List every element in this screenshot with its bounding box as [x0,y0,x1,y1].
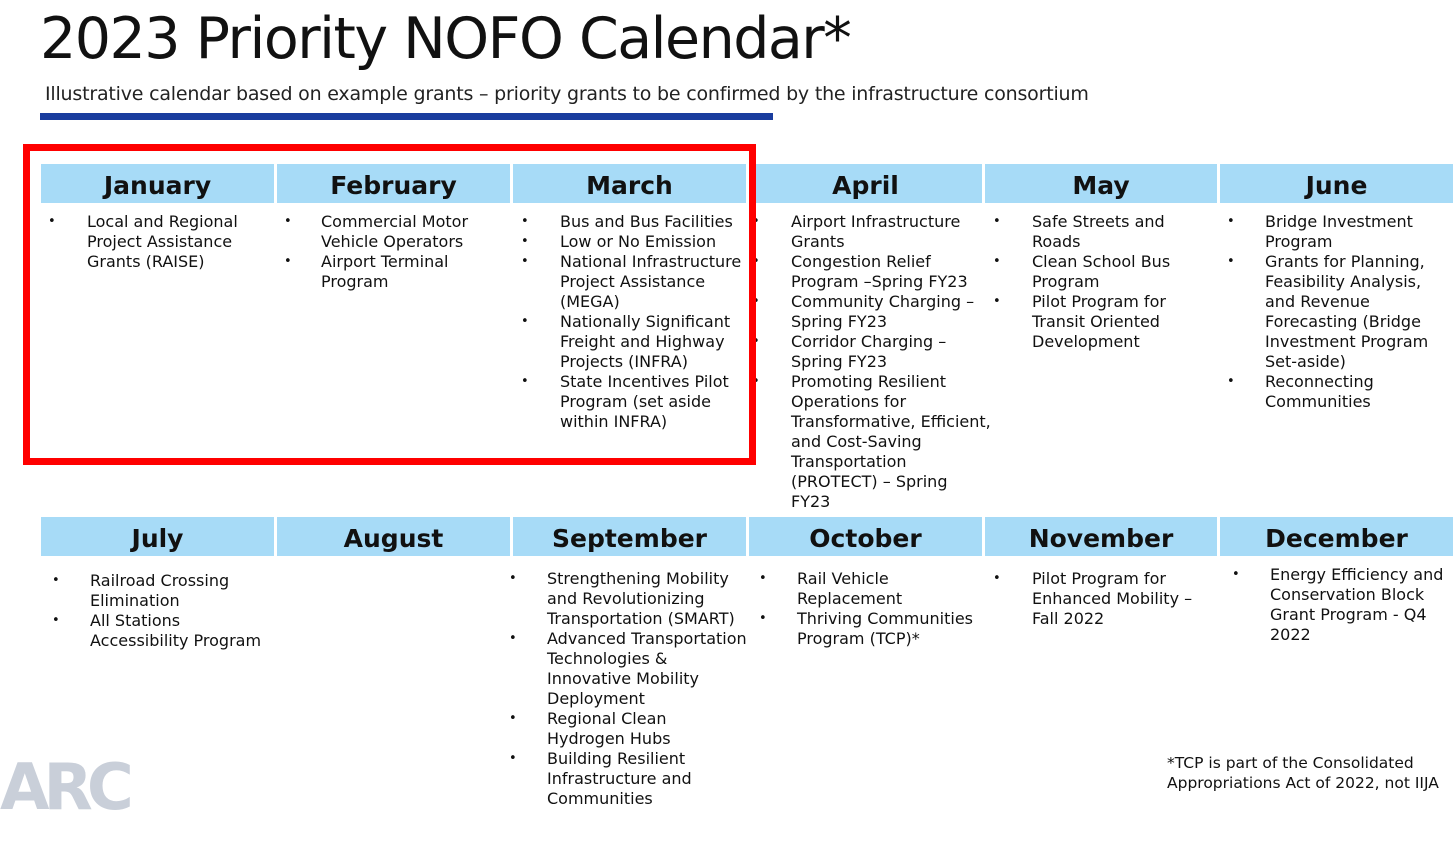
grant-item: • Nationally Significant Freight and Highway Projects (INFRA) [560,312,745,372]
grant-item: • Railroad Crossing Elimination [90,571,276,611]
grant-item: • Congestion Relief Program –Spring FY23 [791,252,991,292]
grant-item: • Grants for Planning, Feasibility Analysis, and Revenue Forecasting (Bridge Investment Program Set-aside) [1265,252,1453,372]
month-header-july: July [41,517,274,556]
month-header-january: January [41,164,274,203]
grant-item: • All Stations Accessibility Program [90,611,276,651]
highlight-box [23,144,756,465]
month-header-october: October [749,517,982,556]
month-header-february: February [277,164,510,203]
page-title: 2023 Priority NOFO Calendar* [40,6,851,72]
grant-item: • Local and Regional Project Assistance Grants (RAISE) [87,212,272,272]
grant-item: • Building Resilient Infrastructure and Communities [547,749,747,809]
grant-item: • Community Charging – Spring FY23 [791,292,991,332]
grant-item: • State Incentives Pilot Program (set aside within INFRA) [560,372,745,432]
grant-item: • Pilot Program for Transit Oriented Development [1032,292,1216,352]
month-header-august: August [277,517,510,556]
footnote: *TCP is part of the Consolidated Appropriations Act of 2022, not IIJA [1167,754,1439,792]
grant-item: • National Infrastructure Project Assistance (MEGA) [560,252,745,312]
grant-item: • Pilot Program for Enhanced Mobility – Fall 2022 [1032,569,1216,629]
month-header-june: June [1220,164,1453,203]
grant-item: • Commercial Motor Vehicle Operators [321,212,509,252]
grant-item: • Regional Clean Hydrogen Hubs [547,709,747,749]
grant-item: • Bus and Bus Facilities [560,212,745,232]
month-header-march: March [513,164,746,203]
month-items-april [791,212,991,512]
grant-item: • Safe Streets and Roads [1032,212,1216,252]
grant-item: • Corridor Charging – Spring FY23 [791,332,991,372]
month-header-april: April [749,164,982,203]
grant-item: • Clean School Bus Program [1032,252,1216,292]
grant-item: • Bridge Investment Program [1265,212,1453,252]
month-items-november [1032,569,1216,629]
arc-logo-icon: ARC [0,751,128,825]
month-header-september: September [513,517,746,556]
grant-item: • Strengthening Mobility and Revolutionizing Transportation (SMART) [547,569,747,629]
month-items-july [90,571,276,651]
month-header-december: December [1220,517,1453,556]
grant-item: • Promoting Resilient Operations for Transformative, Efficient, and Cost-Saving Transportation (PROTECT) – Spring FY23 [791,372,991,512]
grant-item: • Low or No Emission [560,232,745,252]
month-items-october [797,569,982,649]
month-header-may: May [985,164,1217,203]
grant-item: • Airport Infrastructure Grants [791,212,991,252]
title-underline [40,113,773,120]
month-header-november: November [985,517,1217,556]
month-items-may [1032,212,1216,352]
month-items-december [1270,565,1452,645]
grant-item: • Thriving Communities Program (TCP)* [797,609,982,649]
grant-item: • Airport Terminal Program [321,252,509,292]
page-subtitle: Illustrative calendar based on example grants – priority grants to be confirmed by the infrastructure consortium [45,83,1089,105]
grant-item: • Energy Efficiency and Conservation Block Grant Program - Q4 2022 [1270,565,1452,645]
month-items-september [547,569,747,809]
grant-item: • Reconnecting Communities [1265,372,1453,412]
grant-item: • Rail Vehicle Replacement [797,569,982,609]
grant-item: • Advanced Transportation Technologies & Innovative Mobility Deployment [547,629,747,709]
month-items-june [1265,212,1453,412]
